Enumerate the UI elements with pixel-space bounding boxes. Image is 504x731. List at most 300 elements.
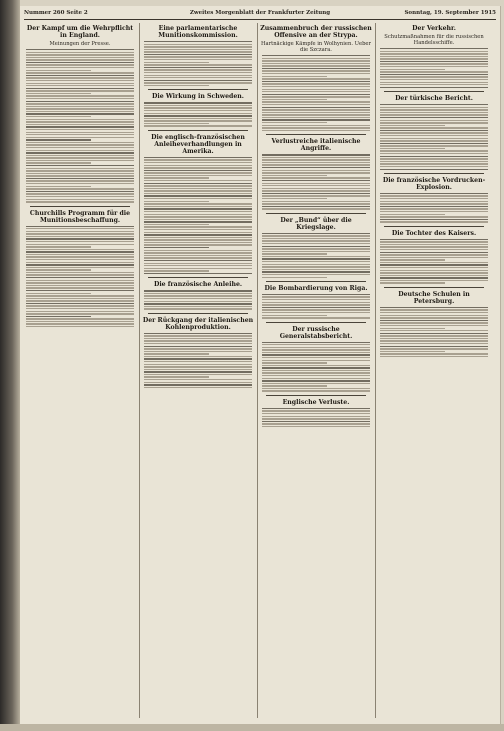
text-line xyxy=(262,127,370,128)
text-line xyxy=(380,219,488,220)
article-headline: Die Wirkung in Schweden. xyxy=(152,93,244,101)
article-rule xyxy=(148,277,248,278)
text-line xyxy=(380,259,445,260)
text-line xyxy=(144,80,252,81)
text-line xyxy=(26,238,134,239)
text-line xyxy=(26,168,134,169)
text-line xyxy=(262,78,370,79)
text-line xyxy=(380,317,488,318)
text-line xyxy=(262,372,370,373)
text-line xyxy=(26,93,91,94)
header-masthead: Zweites Morgenblatt der Frankfurter Zeitung xyxy=(189,10,331,16)
text-line xyxy=(380,267,488,268)
text-line xyxy=(26,321,134,322)
text-line xyxy=(144,301,252,302)
text-line xyxy=(144,382,252,383)
article-headline: Englische Verluste. xyxy=(282,398,350,406)
text-line xyxy=(26,150,134,151)
text-line xyxy=(262,251,370,252)
text-line xyxy=(380,270,488,271)
text-line xyxy=(144,290,252,291)
text-line xyxy=(262,258,370,259)
article-body-text xyxy=(144,102,252,127)
text-line xyxy=(380,145,488,146)
text-line xyxy=(144,183,252,184)
text-line xyxy=(26,318,134,319)
article-body-text xyxy=(380,307,488,357)
text-line xyxy=(380,214,445,215)
text-line xyxy=(262,302,370,303)
article-headline: Die französische Anleihe. xyxy=(153,281,243,289)
text-line xyxy=(144,250,252,251)
text-line xyxy=(262,193,370,194)
text-line xyxy=(144,252,252,253)
article-headline: Churchills Programm für die Munitionsbeschaffung. xyxy=(29,209,131,224)
article-rule xyxy=(384,226,484,227)
text-line xyxy=(144,41,252,42)
article xyxy=(24,206,136,328)
text-line xyxy=(262,253,327,254)
text-line xyxy=(380,348,488,349)
text-line xyxy=(144,110,252,111)
text-line xyxy=(380,221,488,222)
text-line xyxy=(262,233,370,234)
article-body-text xyxy=(262,342,370,392)
text-line xyxy=(262,68,370,69)
text-line xyxy=(26,157,134,158)
text-line xyxy=(26,183,134,184)
text-line xyxy=(26,62,134,63)
text-line xyxy=(26,287,134,288)
text-line xyxy=(144,376,209,377)
text-line xyxy=(144,374,252,375)
text-line xyxy=(26,173,134,174)
text-line xyxy=(26,59,134,60)
text-line xyxy=(26,226,134,227)
text-line xyxy=(380,109,488,110)
text-line xyxy=(144,193,252,194)
article-subhead: Meinungen der Presse. xyxy=(49,41,111,47)
article-headline: Der Verkehr. xyxy=(412,25,456,32)
text-line xyxy=(262,58,370,59)
text-line xyxy=(26,256,134,257)
text-line xyxy=(262,107,370,108)
article-body-text xyxy=(144,333,252,389)
text-line xyxy=(380,138,488,139)
text-line xyxy=(262,162,370,163)
text-line xyxy=(262,167,370,168)
text-line xyxy=(380,353,488,354)
text-line xyxy=(144,295,252,296)
text-line xyxy=(380,120,488,121)
text-line xyxy=(262,296,370,297)
text-line xyxy=(380,320,488,321)
text-line xyxy=(262,238,370,239)
binding-edge xyxy=(0,0,20,731)
text-line xyxy=(262,122,327,123)
text-line xyxy=(262,342,370,343)
text-line xyxy=(262,248,370,249)
article-headline: Die französische Vordrucken-Explosion. xyxy=(382,176,486,191)
text-line xyxy=(144,165,252,166)
column-divider xyxy=(375,23,376,718)
text-line xyxy=(262,299,370,300)
text-line xyxy=(380,104,488,105)
text-line xyxy=(380,198,488,199)
text-line xyxy=(26,326,134,327)
text-line xyxy=(144,190,252,191)
text-line xyxy=(380,257,488,258)
text-line xyxy=(26,254,134,255)
text-line xyxy=(262,367,370,368)
text-line xyxy=(144,338,252,339)
text-line xyxy=(380,333,488,334)
text-line xyxy=(26,231,134,232)
text-line xyxy=(26,116,91,117)
text-line xyxy=(26,165,134,166)
text-line xyxy=(262,354,370,355)
text-line xyxy=(380,87,488,88)
text-line xyxy=(380,309,488,310)
article-rule xyxy=(266,134,366,135)
column-2 xyxy=(142,23,254,718)
text-line xyxy=(144,224,209,225)
text-line xyxy=(26,170,134,171)
text-line xyxy=(144,214,252,215)
article-headline: Der Rückgang der italienischen Kohlenproduktion. xyxy=(142,316,254,331)
text-line xyxy=(26,193,134,194)
text-line xyxy=(262,94,370,95)
article-headline: Deutsche Schulen in Petersburg. xyxy=(398,290,470,305)
text-line xyxy=(144,177,209,178)
text-line xyxy=(262,312,370,313)
article xyxy=(142,25,254,86)
text-line xyxy=(144,198,252,199)
header-date: Sonntag, 19. September 1915 xyxy=(404,10,496,16)
text-line xyxy=(144,69,252,70)
article-body-text xyxy=(380,48,488,88)
text-line xyxy=(380,163,488,164)
text-line xyxy=(262,125,370,126)
text-line xyxy=(380,351,445,352)
text-line xyxy=(262,96,370,97)
article-body-text xyxy=(262,294,370,319)
text-line xyxy=(262,370,370,371)
text-line xyxy=(380,254,488,255)
text-line xyxy=(144,232,252,233)
text-line xyxy=(144,157,252,158)
text-line xyxy=(144,56,252,57)
article-rule xyxy=(266,322,366,323)
article-subhead: Hartnäckige Kämpfe in Wolhynien. Ueber die Szczara. xyxy=(261,41,371,53)
article-headline: Der türkische Bericht. xyxy=(395,95,473,103)
text-line xyxy=(144,369,252,370)
article-body-text xyxy=(380,239,488,284)
text-line xyxy=(144,206,252,207)
text-line xyxy=(380,63,488,64)
text-line xyxy=(380,343,488,344)
text-line xyxy=(144,340,252,341)
text-line xyxy=(262,426,370,427)
text-line xyxy=(262,380,370,381)
text-line xyxy=(262,410,370,411)
text-line xyxy=(26,147,134,148)
text-line xyxy=(380,246,488,247)
text-line xyxy=(262,277,327,278)
text-line xyxy=(380,252,488,253)
article xyxy=(260,395,372,427)
text-line xyxy=(262,117,370,118)
text-line xyxy=(26,64,134,65)
text-line xyxy=(262,104,370,105)
text-line xyxy=(262,101,370,102)
text-line xyxy=(144,49,252,50)
text-line xyxy=(26,52,134,53)
text-line xyxy=(262,347,370,348)
text-line xyxy=(26,233,134,234)
text-line xyxy=(380,264,488,265)
article-rule xyxy=(384,173,484,174)
text-line xyxy=(380,195,488,196)
text-line xyxy=(380,82,488,83)
text-line xyxy=(262,164,370,165)
article-body-text xyxy=(26,49,134,203)
text-line xyxy=(380,275,488,276)
text-line xyxy=(26,72,134,73)
text-line xyxy=(144,358,252,359)
text-line xyxy=(144,85,209,86)
text-line xyxy=(380,79,488,80)
text-line xyxy=(262,114,370,115)
article-rule xyxy=(266,395,366,396)
text-line xyxy=(262,240,370,241)
text-line xyxy=(380,158,488,159)
text-line xyxy=(26,124,134,125)
text-line xyxy=(262,170,370,171)
text-line xyxy=(144,175,252,176)
text-line xyxy=(262,315,327,316)
article xyxy=(378,287,490,357)
text-line xyxy=(144,105,252,106)
text-line xyxy=(380,58,488,59)
text-line xyxy=(380,282,445,283)
text-line xyxy=(262,360,370,361)
text-line xyxy=(144,120,252,121)
text-line xyxy=(144,159,252,160)
text-line xyxy=(380,208,488,209)
text-line xyxy=(262,261,370,262)
text-line xyxy=(380,249,488,250)
text-line xyxy=(262,269,370,270)
text-line xyxy=(380,135,488,136)
text-line xyxy=(380,169,488,170)
text-line xyxy=(262,208,370,209)
text-line xyxy=(380,114,488,115)
text-line xyxy=(380,84,488,85)
text-line xyxy=(262,375,370,376)
article xyxy=(24,25,136,203)
text-line xyxy=(26,311,134,312)
text-line xyxy=(26,49,134,50)
text-line xyxy=(144,265,252,266)
text-line xyxy=(262,99,327,100)
text-line xyxy=(144,180,252,181)
text-line xyxy=(26,196,134,197)
text-line xyxy=(262,264,370,265)
text-line xyxy=(380,161,488,162)
text-line xyxy=(144,123,209,124)
text-line xyxy=(26,160,134,161)
text-line xyxy=(26,188,134,189)
text-line xyxy=(144,260,252,261)
header-rule xyxy=(24,19,496,20)
article-body-text xyxy=(26,226,134,328)
article-subhead: Schutzmaßnahmen für die russischen Handelsschiffe. xyxy=(384,34,484,46)
text-line xyxy=(26,178,134,179)
text-line xyxy=(262,307,370,308)
text-line xyxy=(26,244,134,245)
text-line xyxy=(380,51,488,52)
text-line xyxy=(144,346,252,347)
text-line xyxy=(262,418,370,419)
text-line xyxy=(380,322,488,323)
text-line xyxy=(144,263,252,264)
article xyxy=(378,226,490,284)
text-line xyxy=(144,72,252,73)
text-line xyxy=(144,364,252,365)
text-line xyxy=(144,46,252,47)
text-line xyxy=(380,206,488,207)
text-line xyxy=(380,130,488,131)
text-line xyxy=(262,112,370,113)
text-line xyxy=(380,148,445,149)
text-line xyxy=(262,421,370,422)
text-line xyxy=(262,130,370,131)
text-line xyxy=(144,59,252,60)
text-line xyxy=(262,76,327,77)
text-line xyxy=(262,55,370,56)
text-line xyxy=(144,211,252,212)
text-line xyxy=(26,67,134,68)
text-line xyxy=(144,348,252,349)
text-line xyxy=(26,267,134,268)
article-headline: Der „Bund“ über die Kriegslage. xyxy=(280,216,352,231)
article xyxy=(378,25,490,88)
text-line xyxy=(262,89,370,90)
text-line xyxy=(380,244,488,245)
text-line xyxy=(144,273,252,274)
text-line xyxy=(26,228,134,229)
text-line xyxy=(380,280,488,281)
text-line xyxy=(144,387,252,388)
text-line xyxy=(26,175,134,176)
text-line xyxy=(26,70,91,71)
text-line xyxy=(144,371,252,372)
text-line xyxy=(26,83,134,84)
text-line xyxy=(26,111,134,112)
text-line xyxy=(380,277,488,278)
text-line xyxy=(262,180,370,181)
text-line xyxy=(26,249,134,250)
text-line xyxy=(26,303,134,304)
article-headline: Verlustreiche italienische Angriffe. xyxy=(271,138,361,153)
text-line xyxy=(144,308,252,309)
text-line xyxy=(26,132,134,133)
text-line xyxy=(144,257,252,258)
text-line xyxy=(262,413,370,414)
text-line xyxy=(380,166,488,167)
text-line xyxy=(26,277,134,278)
article-headline: Eine parlamentarische Munitionskommission. xyxy=(158,25,238,39)
text-line xyxy=(262,198,327,199)
text-line xyxy=(380,74,488,75)
text-line xyxy=(26,119,134,120)
article-body-text xyxy=(262,55,370,131)
text-line xyxy=(26,191,134,192)
text-line xyxy=(26,308,134,309)
text-line xyxy=(26,95,134,96)
text-line xyxy=(144,208,252,209)
text-line xyxy=(26,121,134,122)
article-body-text xyxy=(380,193,488,223)
article-headline: Der Kampf um die Wehrpflicht in England. xyxy=(26,25,134,39)
text-line xyxy=(144,170,252,171)
text-line xyxy=(380,346,488,347)
text-line xyxy=(26,285,134,286)
text-line xyxy=(26,137,134,138)
text-line xyxy=(26,262,134,263)
text-line xyxy=(26,241,134,242)
text-line xyxy=(380,125,445,126)
text-line xyxy=(144,67,252,68)
text-line xyxy=(26,259,134,260)
text-line xyxy=(144,268,252,269)
text-line xyxy=(26,293,91,294)
text-line xyxy=(144,361,252,362)
text-line xyxy=(262,365,370,366)
text-line xyxy=(144,77,252,78)
text-line xyxy=(380,66,488,67)
text-line xyxy=(262,91,370,92)
text-line xyxy=(380,150,488,151)
article-headline: Die Tochter des Kaisers. xyxy=(391,229,477,237)
text-line xyxy=(144,172,252,173)
text-line xyxy=(144,44,252,45)
article-body-text xyxy=(380,104,488,170)
column-4 xyxy=(378,23,490,718)
text-line xyxy=(380,315,488,316)
text-line xyxy=(144,298,252,299)
text-line xyxy=(262,70,370,71)
article xyxy=(260,322,372,392)
article-headline: Die englisch-französischen Anleiheverhandlungen in Amerika. xyxy=(151,133,245,155)
text-line xyxy=(380,127,488,128)
article-headline: Der russische Generalstabsbericht. xyxy=(279,325,353,340)
text-line xyxy=(144,384,252,385)
text-line xyxy=(144,270,209,271)
text-line xyxy=(26,246,91,247)
text-line xyxy=(262,175,327,176)
text-line xyxy=(26,113,134,114)
text-line xyxy=(144,303,252,304)
article xyxy=(142,130,254,274)
text-line xyxy=(26,77,134,78)
text-line xyxy=(144,82,252,83)
text-line xyxy=(144,255,252,256)
text-line xyxy=(380,53,488,54)
article-rule xyxy=(384,91,484,92)
text-line xyxy=(380,272,488,273)
